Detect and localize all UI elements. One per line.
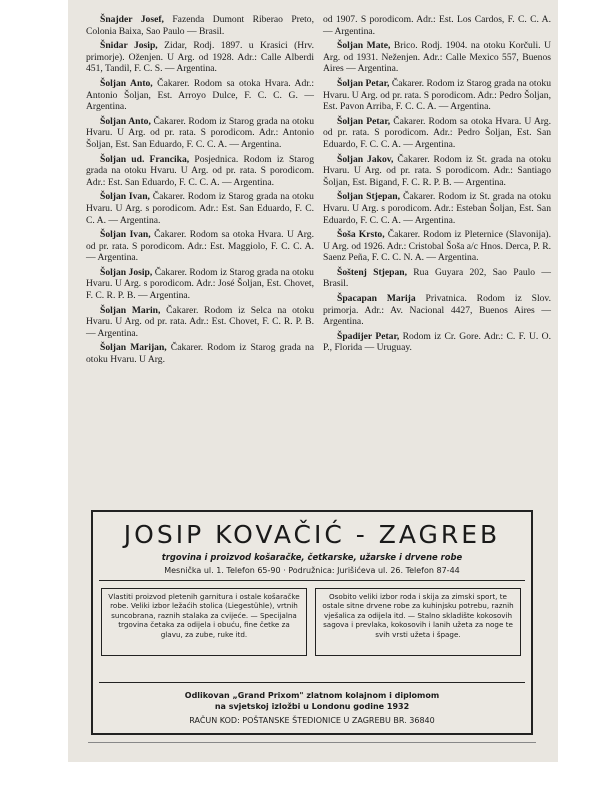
entry-name: Šoljan Anto,: [100, 115, 151, 127]
entry-text: Posjednica. Rodom iz Starog grada na otoku Hvaru. U Arg. od pr. rata. S porodicom. Adr.: Est. San Eduardo, F. C. C. A. — Argentina.: [86, 153, 314, 188]
entry-name: Šoljan ud. Francika,: [100, 153, 190, 165]
entry-name: Šoljan Ivan,: [100, 191, 150, 203]
directory-entry: [323, 78, 551, 113]
entry-name: Špadijer Petar,: [337, 330, 400, 342]
directory-entry: [86, 116, 314, 151]
entry-text: Čakarer. Rodom iz Starog grada na otoku Hvaru. U Arg. od pr. rata. S porodicom. Adr.: Pedro Šoljan, Est. Pavon Arriba, F. C. C. A. — Argentina.: [323, 77, 551, 113]
entry-text: od 1907. S porodicom. Adr.: Est. Los Cardos, F. C. C. A. — Argentina.: [323, 14, 551, 37]
directory-entry: [86, 267, 314, 302]
entry-text: Privatnica. Rodom iz Slov. primorja. Adr.: Av. Nacional 4427, Buenos Aires — Argentina.: [323, 293, 551, 328]
ad-award-line: Odlikovan „Grand Prixom" zlatnom kolajnom i diplomom: [184, 691, 440, 700]
ad-product-box-left: Vlastiti proizvod pletenih garnitura i ostale košaračke robe. Veliki izbor ležaćih stolica (Liegestühle), vrtnih suncobrana, raznih stalaka za cvijeće. — Specijalna trgovina četaka za odijela i obuću, fine četke za glavu, za zube, ruke itd.: [101, 588, 307, 656]
entry-name: Šoljan Jakov,: [337, 153, 394, 165]
entry-text: Čakarer. Rodom iz Pleternice (Slavonija). U Arg. od 1926. Adr.: Cristobal Šoša a/c Hnos. Derca, P. R. Saenz Peña, F. C. C. N. A. — Argentina.: [323, 229, 551, 264]
entry-name: Šnajder Josef,: [100, 14, 164, 25]
ad-bank-account: RAČUN KOD: POŠTANSKE ŠTEDIONICE U ZAGREBU BR. 36840: [189, 716, 435, 725]
entry-text: Čakarer. Rodom iz Starog grada na otoku Hvaru. U Arg. od pr. rata. S porodicom. Adr.: Antonio Šoljan, Est. San Eduardo, F. C. C. A. — Argentina.: [86, 115, 314, 150]
ad-subtitle: trgovina i proizvod košaračke, četkarske, užarske i drvene robe: [161, 552, 463, 562]
directory-entry: [323, 116, 551, 151]
directory-entry: [86, 78, 314, 113]
ad-address: Mesnička ul. 1. Telefon 65-90 · Podružnica: Jurišićeva ul. 26. Telefon 87-44: [164, 566, 460, 575]
entry-name: Šoljan Ivan,: [100, 229, 151, 241]
ad-title: JOSIP KOVAČIĆ - ZAGREB: [123, 520, 501, 549]
entry-text: Čakarer. Rodom iz Selca na otoku Hvaru. U Arg. od pr. rata. Adr.: Est. Chovet, F. C. R. P. B. — Argentina.: [86, 304, 314, 339]
entry-name: Šoljan Marijan,: [100, 342, 167, 354]
ad-divider: [99, 580, 525, 581]
ad-divider: [99, 682, 525, 683]
directory-entry: [86, 40, 314, 75]
entry-name: Špacapan Marija: [337, 293, 416, 305]
advertisement-box: [91, 510, 533, 735]
entry-text: Čakarer. Rodom sa otoka Hvara. U Arg. od pr. rata. S porodicom. Adr.: Pedro Šoljan, Est. San Eduardo, F. C. C. A. — Argentina.: [323, 115, 551, 150]
entry-text: Čakarer. Rodom sa otoka Hvara. Adr.: Antonio Šoljan, Est. Arroyo Dulce, F. C. C. G. — Argentina.: [86, 77, 315, 113]
entry-text: Čakarer. Rodom iz Starog grada na otoku Hvaru. U Arg. s porodicom. Adr.: José Šoljan, Est. Chovet, F. C. R. P. B. — Argentina.: [86, 266, 314, 302]
entry-name: Šnidar Josip,: [100, 40, 158, 52]
directory-entry: [86, 154, 314, 189]
entry-text: Rodom iz Cr. Gore. Adr.: C. F. U. O. P., Florida — Uruguay.: [323, 330, 551, 354]
entry-text: Čakarer. Rodom iz St. grada na otoku Hvaru. U Arg. od pr. rata. S porodicom. Adr.: Santiago Šoljan, Est. Bigand, F. C. R. P. B. — Argentina.: [323, 153, 551, 188]
directory-entry: [86, 14, 314, 37]
directory-entry: [323, 229, 551, 264]
entry-text: Čakarer. Rodom iz St. grada na otoku Hvaru. U Arg. s porodicom. Adr.: Esteban Šoljan, Est. San Eduardo, F. C. C. A. — Argentina.: [323, 191, 552, 226]
entry-name: Šoljan Mate,: [337, 40, 391, 52]
entry-text: Rua Guyara 202, Sao Paulo — Brasil.: [323, 266, 551, 290]
directory-entry: [323, 293, 551, 328]
directory-entry: [86, 229, 314, 264]
entry-name: Šoljan Petar,: [337, 115, 391, 127]
directory-column-left: [86, 14, 314, 369]
entry-text: Čakarer. Rodom sa otoka Hvara. U Arg. od pr. rata. S porodicom. Adr.: Est. Maggiolo, F. C. C. A. — Argentina.: [86, 229, 314, 264]
entry-name: Šoljan Marin,: [100, 304, 161, 316]
entry-name: Šoša Krsto,: [337, 229, 385, 241]
page-edge-line: [88, 742, 536, 743]
directory-column-right: [323, 14, 551, 357]
entry-text: Brico. Rodj. 1904. na otoku Korčuli. U Arg. od 1931. Neženjen. Adr.: Calle Mexico 557, Buenos Aires — Argentina.: [323, 40, 552, 75]
entry-name: Šoljan Stjepan,: [337, 191, 400, 203]
directory-entry: [86, 191, 314, 226]
entry-name: Šoštenj Stjepan,: [337, 266, 407, 278]
directory-entry: [323, 40, 551, 75]
directory-entry: [323, 267, 551, 290]
entry-text: Čakarer. Rodom iz Starog grada na otoku Hvaru. U Arg.: [86, 342, 315, 366]
entry-text: Zidar, Rodj. 1897. u Krasici (Hrv. primorje). Oženjen. U Arg. od 1928. Adr.: Calle Alberdi 451, Tandil, F. C. S. — Argentina.: [86, 40, 314, 75]
directory-entry: [323, 331, 551, 354]
ad-award-line: na svjetskoj izložbi u Londonu godine 1932: [214, 702, 410, 711]
directory-entry: [86, 342, 314, 365]
directory-entry: [86, 305, 314, 340]
ad-award: [93, 690, 531, 712]
directory-entry: [323, 154, 551, 189]
entry-text: Čakarer. Rodom iz Starog grada na otoku Hvaru. U Arg. s porodicom. Adr.: Est. San Eduardo, F. C. C. A. — Argentina.: [86, 191, 314, 226]
directory-entry: [323, 191, 551, 226]
directory-entry-continued: [323, 14, 551, 37]
entry-name: Šoljan Josip,: [100, 266, 153, 278]
entry-name: Šoljan Anto,: [100, 77, 153, 89]
entry-text: Fazenda Dumont Riberao Preto, Colonia Baixa, Sao Paulo — Brasil.: [86, 14, 314, 37]
ad-product-box-right: Osobito veliki izbor roda i skija za zimski sport, te ostale sitne drvene robe za kuhinjsku potrebu, raznih vješalica za odijela itd. — Stalno skladište kokosovih sagova i prevlaka, kokosovih i lanih užeta za noge te svih vrsti užeta i špage.: [315, 588, 521, 656]
entry-name: Šoljan Petar,: [337, 77, 390, 89]
